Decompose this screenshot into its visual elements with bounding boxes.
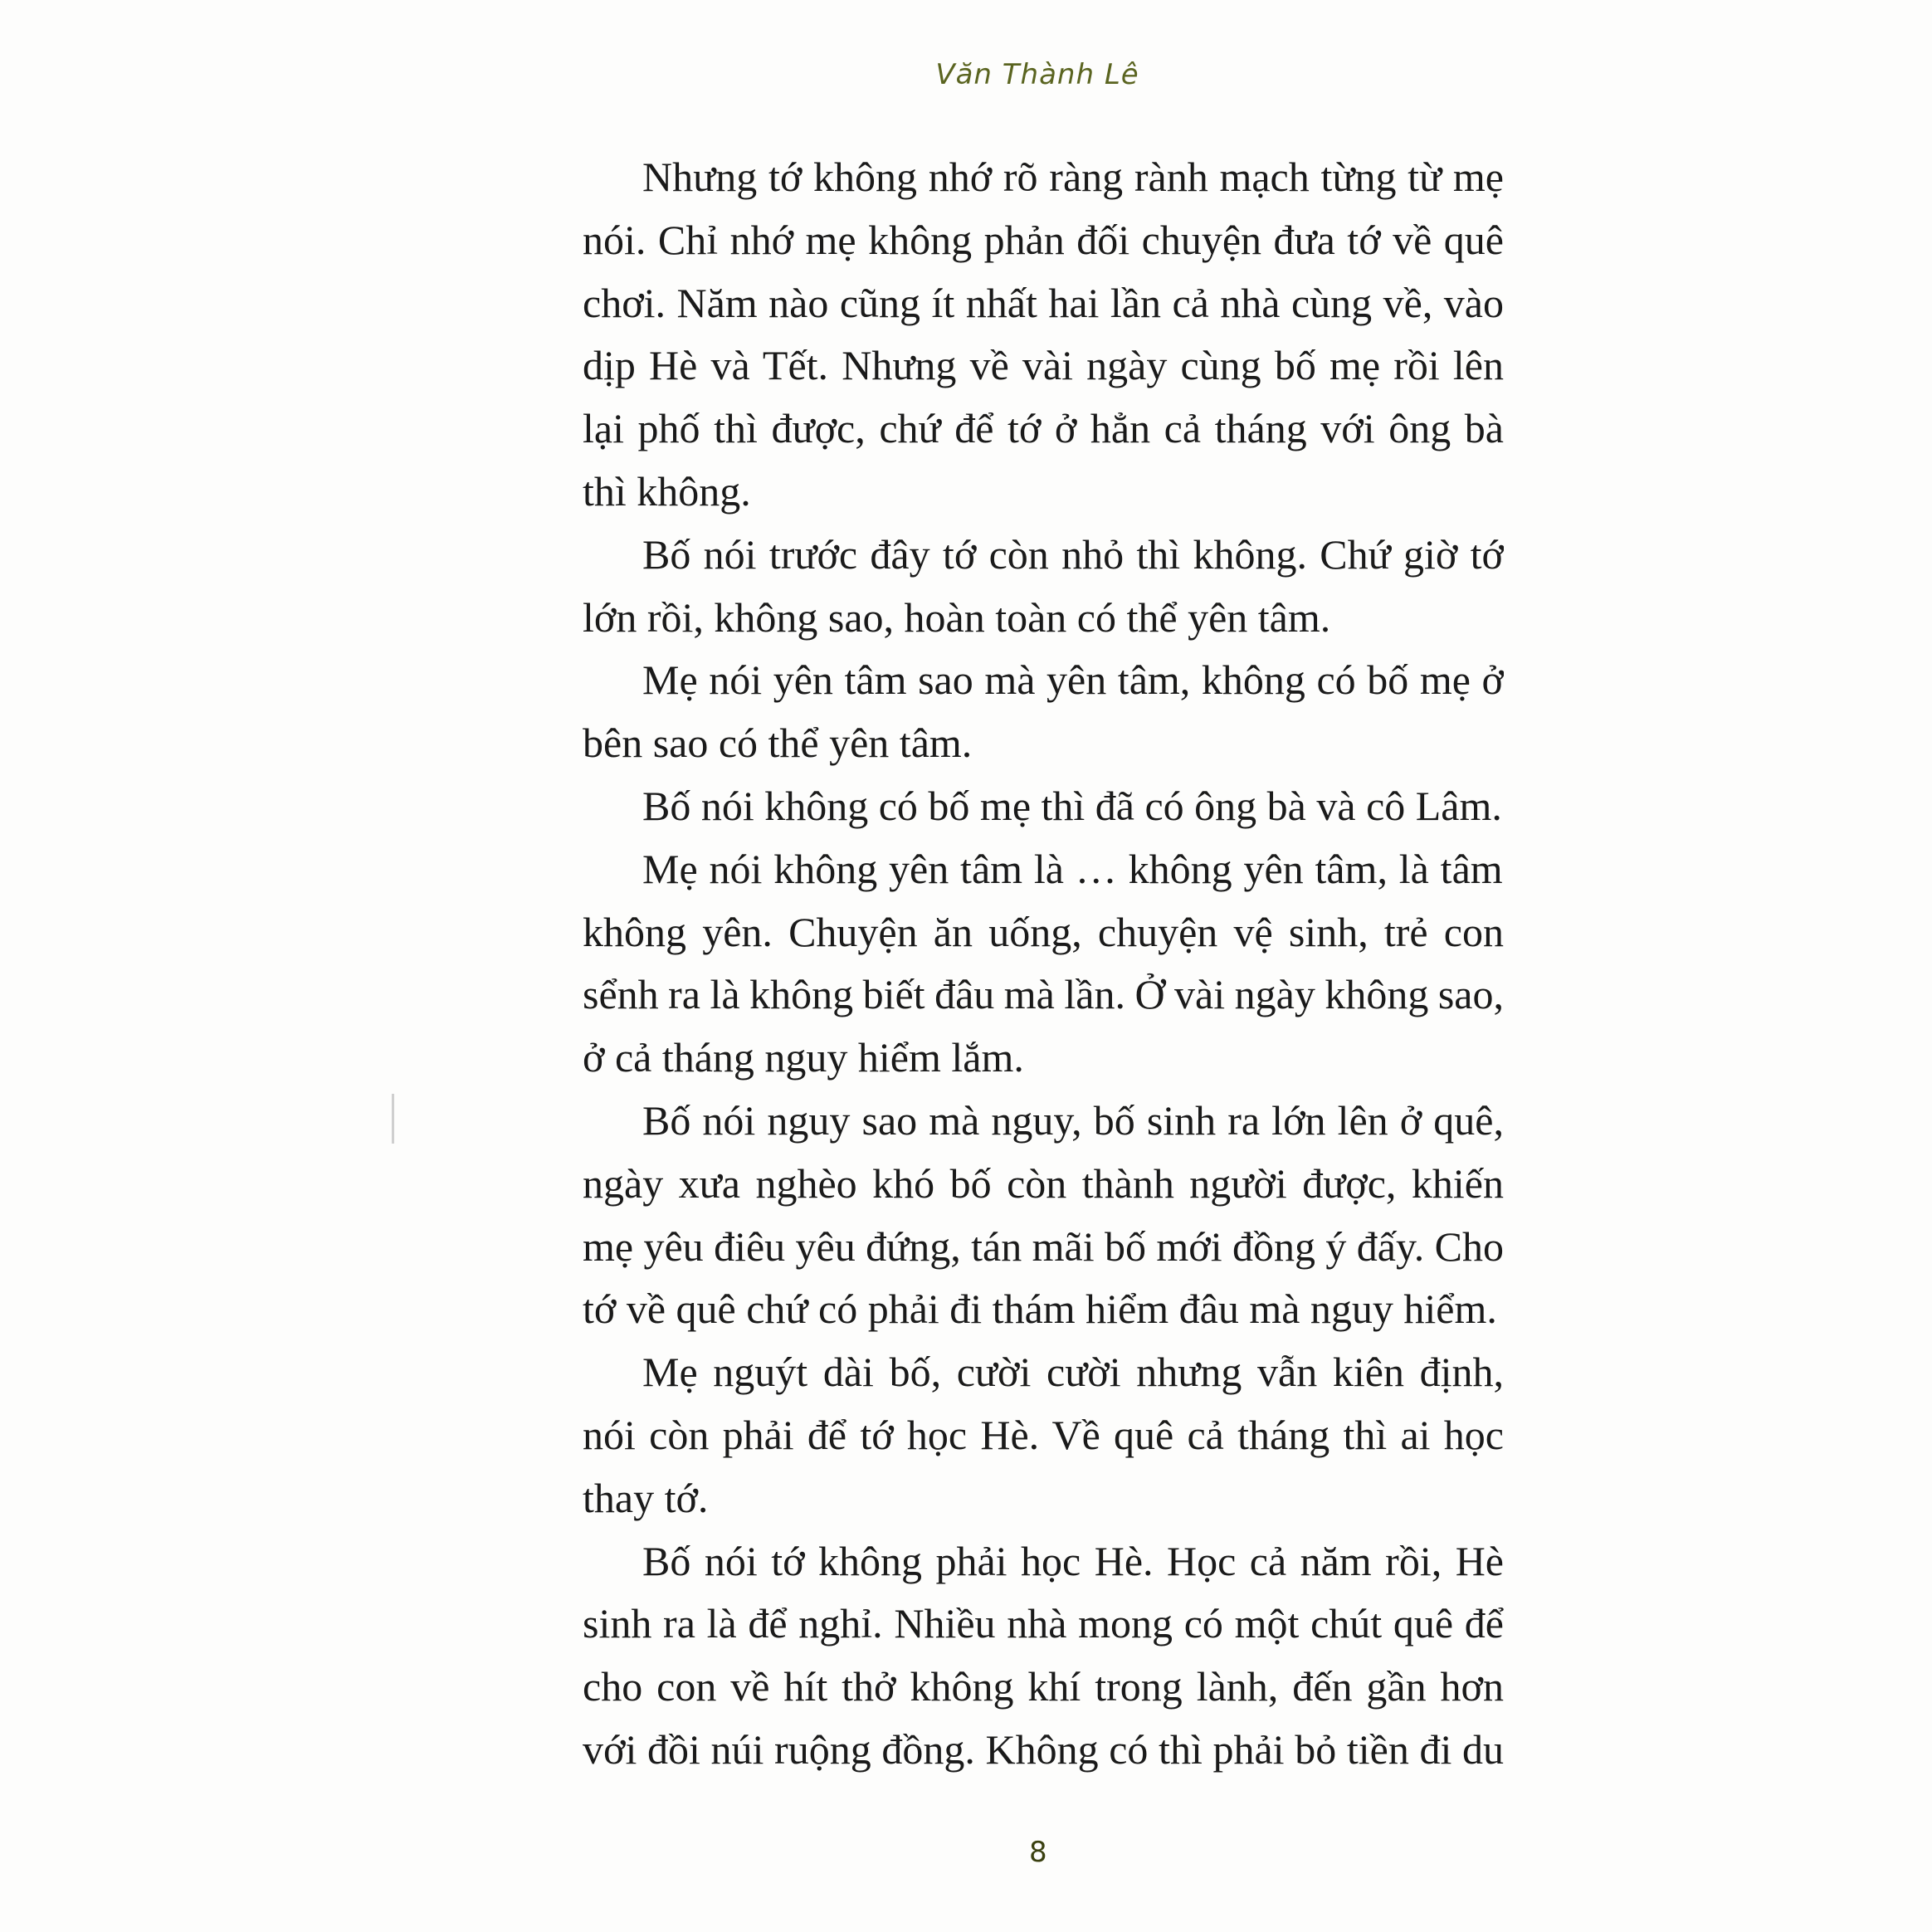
text-line xyxy=(583,712,1504,775)
text-line xyxy=(583,649,1504,712)
text-line xyxy=(583,209,1504,272)
text-line xyxy=(583,1341,1504,1404)
text-line xyxy=(583,775,1504,838)
text-line xyxy=(583,838,1504,901)
text-line xyxy=(583,1530,1504,1593)
running-header-author: Văn Thành Lê xyxy=(935,58,1139,91)
text-line xyxy=(583,1027,1504,1090)
text-line xyxy=(583,901,1504,964)
text-line-content: lại phố thì được, chứ để tớ ở hẳn cả tháng với ông bà xyxy=(583,405,1504,452)
text-line xyxy=(583,524,1504,587)
text-line xyxy=(583,1216,1504,1279)
text-line-content: nói còn phải để tớ học Hè. Về quê cả tháng thì ai học xyxy=(583,1411,1504,1458)
text-line-content: sểnh ra là không biết đâu mà lần. Ở vài ngày không sao, xyxy=(583,971,1504,1018)
text-line-content: tớ về quê chứ có phải đi thám hiểm đâu mà nguy hiểm. xyxy=(583,1286,1497,1333)
text-line xyxy=(583,1404,1504,1467)
text-line xyxy=(583,334,1504,398)
text-line-content: không yên. Chuyện ăn uống, chuyện vệ sinh, trẻ con xyxy=(583,908,1504,955)
text-line-content: Bố nói không có bố mẹ thì đã có ông bà và cô Lâm. xyxy=(642,782,1502,829)
page-number: 8 xyxy=(1029,1836,1047,1869)
text-line xyxy=(583,272,1504,335)
text-line-content: mẹ yêu điêu yêu đứng, tán mãi bố mới đồng ý đấy. Cho xyxy=(583,1222,1504,1270)
text-line xyxy=(583,1593,1504,1656)
text-line-content: lớn rồi, không sao, hoàn toàn có thể yên tâm. xyxy=(583,593,1331,641)
text-line xyxy=(583,1090,1504,1153)
text-line xyxy=(583,146,1504,209)
text-line-content: Mẹ nói yên tâm sao mà yên tâm, không có bố mẹ ở xyxy=(642,656,1504,704)
text-line xyxy=(583,398,1504,461)
scan-artifact xyxy=(392,1094,394,1144)
text-line-content: nói. Chỉ nhớ mẹ không phản đối chuyện đưa tớ về quê xyxy=(583,216,1504,263)
text-line xyxy=(583,1467,1504,1530)
text-line xyxy=(583,587,1504,650)
text-line-content: Bố nói nguy sao mà nguy, bố sinh ra lớn lên ở quê, xyxy=(642,1096,1504,1144)
text-line xyxy=(583,1656,1504,1719)
text-line-content: Mẹ nguýt dài bố, cười cười nhưng vẫn kiên định, xyxy=(642,1349,1504,1396)
text-line-content: chơi. Năm nào cũng ít nhất hai lần cả nhà cùng về, vào xyxy=(583,279,1504,326)
text-line-content: Bố nói tớ không phải học Hè. Học cả năm rồi, Hè xyxy=(642,1537,1504,1584)
text-line-content: bên sao có thể yên tâm. xyxy=(583,720,973,767)
text-line-content: dịp Hè và Tết. Nhưng về vài ngày cùng bố mẹ rồi lên xyxy=(583,342,1504,389)
text-line-content: ở cả tháng nguy hiểm lắm. xyxy=(583,1034,1024,1081)
text-line xyxy=(583,1278,1504,1341)
text-line-content: Bố nói trước đây tớ còn nhỏ thì không. Chứ giờ tớ xyxy=(642,530,1504,578)
text-line-content: cho con về hít thở không khí trong lành, đến gần hơn xyxy=(583,1663,1504,1710)
text-line-content: sinh ra là để nghỉ. Nhiều nhà mong có một chút quê để xyxy=(583,1600,1504,1647)
text-line xyxy=(583,461,1504,524)
text-line-content: Mẹ nói không yên tâm là … không yên tâm, là tâm xyxy=(642,845,1503,892)
text-line-content: ngày xưa nghèo khó bố còn thành người được, khiến xyxy=(583,1159,1504,1207)
text-line-content: với đồi núi ruộng đồng. Không có thì phải bỏ tiền đi du xyxy=(583,1725,1504,1773)
body-text xyxy=(583,146,1504,1782)
text-line-content: thì không. xyxy=(583,467,751,515)
text-line-content: thay tớ. xyxy=(583,1474,709,1521)
text-line-content: Nhưng tớ không nhớ rõ ràng rành mạch từng từ mẹ xyxy=(642,154,1504,200)
text-line xyxy=(583,964,1504,1027)
text-line xyxy=(583,1153,1504,1216)
text-line xyxy=(583,1719,1504,1782)
